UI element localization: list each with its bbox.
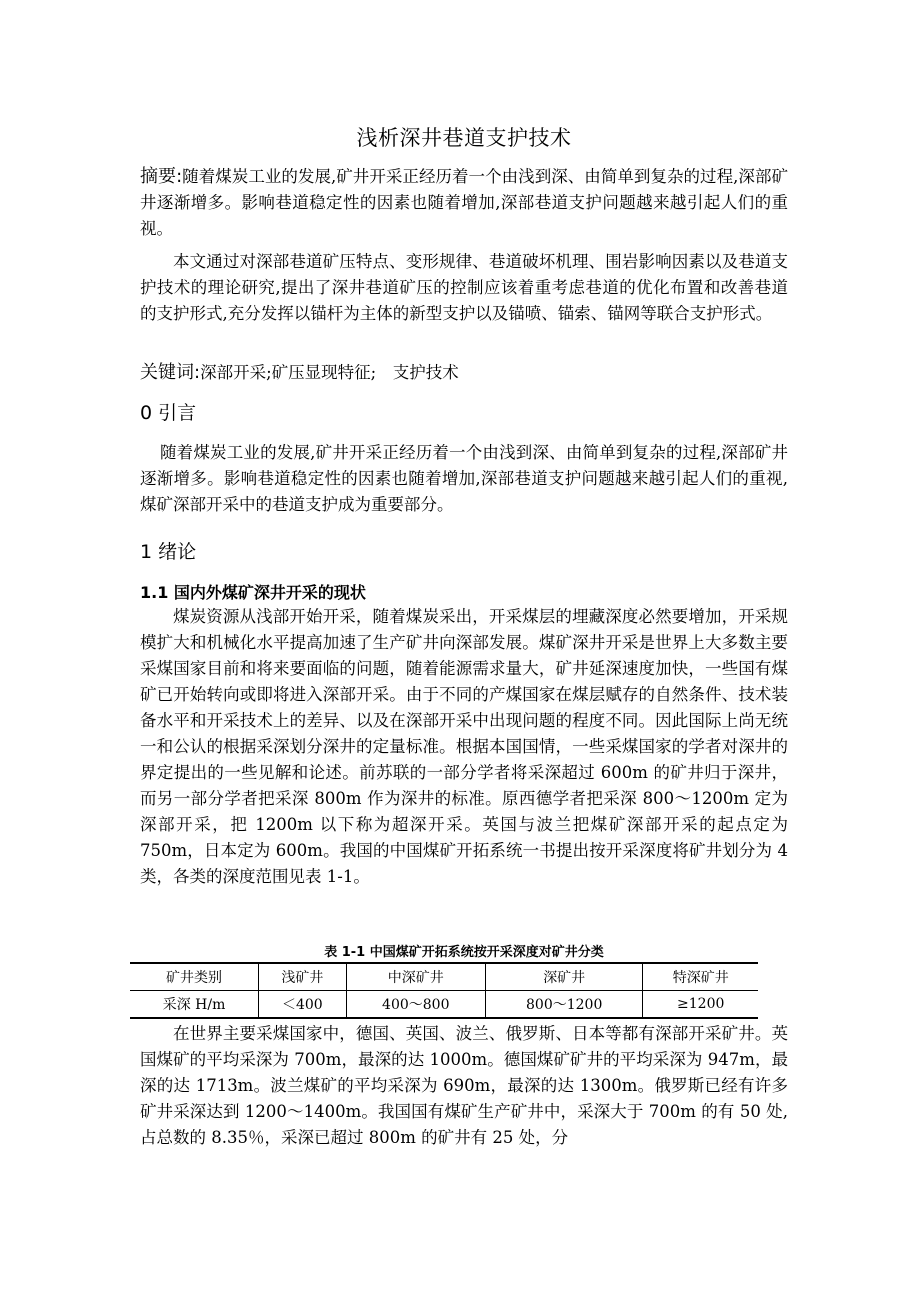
- abstract-paragraph-1: [140, 164, 788, 242]
- keywords-text: 深部开采;矿压显现特征; 支护技术: [200, 363, 459, 382]
- table-cell: 浅矿井: [259, 963, 347, 991]
- abstract-label: 摘要:: [140, 166, 183, 187]
- mine-depth-table: [130, 962, 758, 1019]
- abstract-paragraph-2: 本文通过对深部巷道矿压特点、变形规律、巷道破坏机理、围岩影响因素以及巷道支护技术的理论研究,提出了深井巷道矿压的控制应该着重考虑巷道的优化布置和改善巷道的支护形式,充分发挥以锚杆为主体的新型支护以及锚喷、锚索、锚网等联合支护形式。: [140, 252, 788, 323]
- keywords-line: [140, 360, 788, 386]
- table-cell: ＜400: [259, 991, 347, 1019]
- table-row: [130, 991, 758, 1019]
- section-1-1-paragraph-1: 煤炭资源从浅部开始开采，随着煤炭采出，开采煤层的埋藏深度必然要增加，开采规模扩大和机械化水平提高加速了生产矿井向深部发展。煤矿深井开采是世界上大多数主要采煤国家目前和将来要面临的问题，随着能源需求量大，矿井延深速度加快，一些国有煤矿已开始转向或即将进入深部开采。由于不同的产煤国家在煤层赋存的自然条件、技术装备水平和开采技术上的差异、以及在深部开采中出现问题的程度不同。因此国际上尚无统一和公认的根据采深划分深井的定量标准。根据本国国情，一些采煤国家的学者对深井的界定提出的一些见解和论述。前苏联的一部分学者将采深超过 600m 的矿井归于深井，而另一部分学者把采深 800m 作为深井的标准。原西德学者把采深 800～1200m 定为深部开采，把 1200m 以下称为超深开采。英国与波兰把煤矿深部开采的起点定为 750m，日本定为 600m。我国的中国煤矿开拓系统一书提出按开采深度将矿井划分为 4 类，各类的深度范围见表 1-1。: [140, 607, 788, 886]
- abstract-text-1: 随着煤炭工业的发展,矿井开采正经历着一个由浅到深、由简单到复杂的过程,深部矿井逐渐增多。影响巷道稳定性的因素也随着增加,深部巷道支护问题越来越引起人们的重视。: [140, 167, 788, 238]
- table-cell: 矿井类别: [130, 963, 259, 991]
- table-cell: 中深矿井: [346, 963, 485, 991]
- table-cell: 800～1200: [485, 991, 642, 1019]
- table-caption: 表 1-1 中国煤矿开拓系统按开采深度对矿井分类: [324, 945, 604, 960]
- document-title: 浅析深井巷道支护技术: [356, 126, 572, 150]
- table-cell: ≥1200: [643, 991, 758, 1019]
- section-1-heading: 1 绪论: [140, 541, 197, 563]
- table-header-row: [130, 963, 758, 991]
- table-cell: 采深 H/m: [130, 991, 259, 1019]
- table-cell: 特深矿井: [643, 963, 758, 991]
- section-0-heading: 0 引言: [140, 402, 197, 424]
- table-cell: 深矿井: [485, 963, 642, 991]
- subsection-1-1-heading: 1.1 国内外煤矿深井开采的现状: [140, 583, 366, 602]
- table-cell: 400～800: [346, 991, 485, 1019]
- section-0-paragraph: 随着煤炭工业的发展,矿井开采正经历着一个由浅到深、由简单到复杂的过程,深部矿井逐渐增多。影响巷道稳定性的因素也随着增加,深部巷道支护问题越来越引起人们的重视,煤矿深部开采中的巷道支护成为重要部分。: [140, 443, 788, 514]
- keywords-label: 关键词:: [140, 362, 201, 383]
- section-1-1-paragraph-2: 在世界主要采煤国家中，德国、英国、波兰、俄罗斯、日本等都有深部开采矿井。英国煤矿的平均采深为 700m，最深的达 1000m。德国煤矿矿井的平均采深为 947m，最深的达 1713m。波兰煤矿的平均采深为 690m，最深的达 1300m。俄罗斯已经有许多矿井采深达到 1200～1400m。我国国有煤矿生产矿井中，采深大于 700m 的有 50 处, 占总数的 8.35％，采深已超过 800m 的矿井有 25 处，分: [140, 1024, 788, 1147]
